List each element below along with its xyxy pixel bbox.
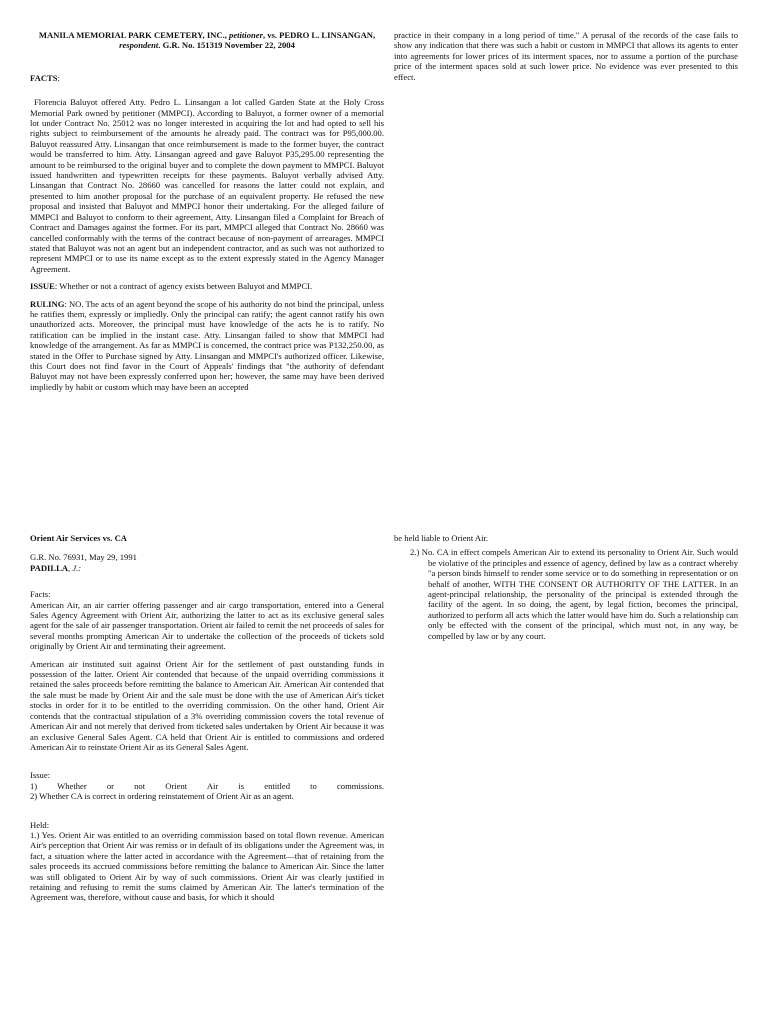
case1-facts-heading: FACTS: xyxy=(30,72,60,83)
case2-facts-p2: American air instituted suit against Orient Air for the settlement of past outstanding funds in possession of the latter. Orient Air contended that because of the unpaid overriding commissions it retained the sales proceeds before remitting the balance to American Air. American Air contended that the sale must be made by Orient Air and the sale must be done with the use of American Air's ticket stocks in order for it to be entitled to the overriding commission. On the other hand, Orient Air contends that the contractual stipulation of a 3% overriding commission covers the total revenue of American Air and not merely that derived from ticketed sales undertaken by Orient Air because it was an exclusive General Sales Agent. CA held that Orient Air is entitled to commissions and ordered American Air to reinstate Orient Air as its General Sales Agent. xyxy=(30,658,384,752)
case2-held-1-continued: be held liable to Orient Air. xyxy=(394,533,489,543)
case2-held-2-text xyxy=(410,547,738,641)
case1-ruling-continued: practice in their company in a long period of time." A perusal of the records of the case fails to show any indication that there was such a habit or custom in MMPCI that allows its agents to enter into agreements for lower prices of its interment spaces, nor to assume a portion of the purchase price of the interment spaces sold at such lower price. No evidence was ever presented to this effect. xyxy=(394,30,738,82)
case2-left-column xyxy=(30,533,384,910)
case2-held-2-number: 2.) xyxy=(410,547,420,558)
case2-issue-2: 2) Whether CA is correct in ordering reinstatement of Orient Air as an agent. xyxy=(30,791,294,802)
case2-held-label: Held: xyxy=(30,819,50,830)
case1-facts-text: Florencia Baluyot offered Atty. Pedro L. Linsangan a lot called Garden State at the Holy Cross Memorial Park owned by petitioner (MMPCI). According to Baluyot, a former owner of a memorial lot under Contract No. 25012 was no longer interested in acquiring the lot and had opted to sell his rights subject to reimbursement of the amounts he already paid. The contract was for P95,000.00. Baluyot reassured Atty. Linsangan that once reimbursement is made to the former buyer, the contract would be transferred to him. Atty. Linsangan agreed and gave Baluyot P35,295.00 representing the amount to be reimbursed to the original buyer and to complete the down payment to MMPCI. Baluyot issued handwritten and typewritten receipts for these payments. Baluyot verbally advised Atty. Linsangan that Contract No. 28660 was cancelled for reasons the latter could not explain, and presented to him another proposal for the purchase of an equivalent property. He refused the new proposal and insisted that Baluyot and MMPCI honor their undertaking. For the alleged failure of MMPCI and Baluyot to conform to their agreement, Atty. Linsangan filed a Complaint for Breach of Contract and Damages against the former. For its part, MMPCI alleged that Contract No. 28660 was cancelled conformably with the terms of the contract because of non-payment of arrearages. MMPCI stated that Baluyot was not an agent but an independent contractor, and as such was not authorized to represent MMPCI or to use its name except as to the extent expressly stated in the Agency Manager Agreement. xyxy=(30,97,384,274)
case1-right-column xyxy=(394,30,738,89)
case2-right-column xyxy=(394,533,738,648)
case1-ruling: RULING: NO. The acts of an agent beyond the scope of his authority do not bind the principal, unless he ratifies them, expressly or impliedly. Only the principal can ratify; the agent cannot ratify his own unauthorized acts. Moreover, the principal must have knowledge of the acts he is to ratify. No ratification can be implied in the instant case. Atty. Linsangan failed to show that MMPCI had knowledge of the arrangement. As far as MMPCI is concerned, the contract price was P132,250.00, as stated in the Offer to Purchase signed by Atty. Linsangan and MMPCI's authorized officer. Likewise, this Court does not find favor in the Court of Appeals' findings that "the authority of defendant Baluyot may not have been expressly conferred upon her; however, the same may have been derived impliedly by habit or custom which may have been an accepted xyxy=(30,298,384,392)
case2-held-2-body: No. CA in effect compels American Air to extend its personality to Orient Air. Such would be violative of the principles and essence of agency, defined by law as a contract whereby "a person binds himself to render some service or to do something in representation or on behalf of another, WITH THE CONSENT OR AUTHORITY OF THE LATTER. In an agent-principal relationship, the personality of the principal is extended through the facility of the agent. In so doing, the agent, by legal fiction, becomes the principal, authorized to perform all acts which the latter would have him do. Such a relationship can only be effected with the consent of the principal, which must not, in any way, be compelled by law or by any court. xyxy=(421,547,739,641)
case2-issue-label: Issue: xyxy=(30,770,51,781)
case1-issue: ISSUE: Whether or not a contract of agency exists between Baluyot and MMPCI. xyxy=(30,281,313,292)
case1-title: MANILA MEMORIAL PARK CEMETERY, INC., petitioner, vs. PEDRO L. LINSANGAN, respondent. G.R. No. 151319 November 22, 2004 xyxy=(38,30,376,51)
case2-held-2 xyxy=(394,547,738,641)
case2-issue-1: 1) Whether or not Orient Air is entitled to commissions. xyxy=(30,780,384,791)
case2-ponente: PADILLA, J.: xyxy=(30,562,82,573)
case1-left-column xyxy=(30,30,384,399)
case2-facts-label: Facts: xyxy=(30,589,51,600)
case2-gr-number: G.R. No. 76931, May 29, 1991 xyxy=(30,552,137,563)
case2-title: Orient Air Services vs. CA xyxy=(30,533,127,543)
case2-facts-p1: American Air, an air carrier offering passenger and air cargo transportation, entered into a General Sales Agency Agreement with Orient Air, authorizing the latter to act as its exclusive general sales agent for the sale of air passenger transportation. Orient air failed to remit the net proceeds of sales for several months prompting American Air to undertake the collection of the proceeds of tickets sold originally by Orient Air and terminating their agreement. xyxy=(30,599,384,652)
case2-held-1: 1.) Yes. Orient Air was entitled to an overriding commission based on total flown revenue. American Air's perception that Orient Air was remiss or in default of its obligations under the Agreement was, in fact, a situation where the latter acted in accordance with the Agreement—that of retaining from the sales proceeds its accrued commissions before remitting the balance to American Air. Since the latter was still obligated to Orient Air by way of such commissions. Orient Air was clearly justified in retaining and refusing to remit the sums claimed by American Air. The latter's termination of the Agreement was, therefore, without cause and basis, for which it should xyxy=(30,829,384,903)
